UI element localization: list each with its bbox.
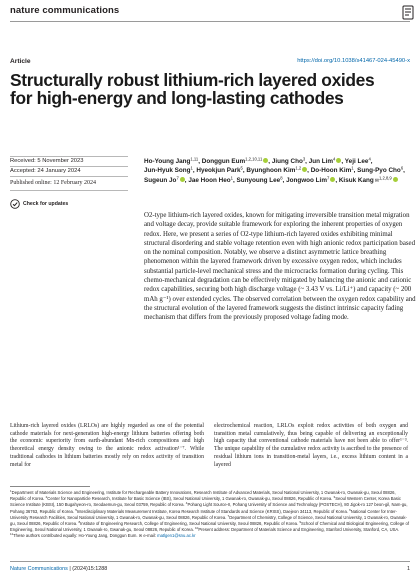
author-name[interactable] [144, 158, 198, 165]
footnote-text: Institute of Engineering Research, College of Engineering, Seoul National University, Seoul 08826, Republic of Korea. [80, 521, 300, 527]
author-name-text: Jiung Cho [271, 158, 303, 165]
received-date: Received: 5 November 2023 [10, 158, 84, 164]
author-name-text: Donggun Eum [201, 158, 246, 165]
author-name[interactable] [237, 177, 283, 184]
doi-link[interactable]: https://doi.org/10.1038/s41467-024-45490-x [297, 58, 410, 64]
accepted-date: Accepted: 24 January 2024 [10, 168, 81, 174]
affiliation-marker: 7 [176, 175, 179, 181]
author-separator: , [184, 176, 189, 184]
footnote-marker: 6 [349, 507, 351, 512]
check-for-updates-button[interactable] [10, 199, 68, 209]
footnote-text: Interdisciplinary Materials Measurement Institute, Korea Research Institute of Standards and Science (KRISS), Daejeon 34113, Republic of Korea. [76, 508, 350, 514]
author-separator: , [335, 176, 339, 184]
affiliation-marker: 1 [190, 165, 193, 171]
abstract: O2-type lithium-rich layered oxides, known for mitigating irreversible transition metal migration and voltage decay, provide suitable framework for exploring the inherent properties of oxygen redox. Here, we present a series of O2-type lithium-rich layered oxides exhibiting minimal structural disordering and stable voltage retention even with high anionic redox participation based on the nominal composition. Notably, we observe a distinct asymmetric lattice breathing phenomenon within the layered framework driven by excessive oxygen redox, which includes substantial particle-level mechanical stress and the microcracks formation during cycling. This chemo-mechanical degradation can be effectively mitigated by balancing the anionic and cationic redox capabilities, securing both high discharge voltage (~ 3.43 V vs. Li/Li⁺) and capacity (~ 200 mAh g⁻¹) over extended cycles. The observed correlation between the oxygen redox capability and the structural evolution of the layered framework suggests the distinct intrinsic capacity fading mechanism that differs from the previously proposed voltage fading mode. [144, 212, 416, 322]
footer-volume: | (2024)15:1288 [67, 566, 108, 572]
meta-divider [10, 166, 128, 167]
author-separator: , [370, 158, 373, 165]
footnote-text: National Center for Inter-University Research Facilities, Seoul National University, 1 Gwanak-ro, Gwanak-gu, Seoul 08826, Republic of Korea. [10, 508, 397, 520]
footnote-text: Seoul Western Center, Korea Basic Science Institute (KBSI), 150 Bugahyeon-ro, Seodaemun-gu, Seoul 03759, Republic of Korea. [10, 496, 401, 508]
affiliation-marker: 1,11 [190, 156, 199, 162]
footnote-marker: 10 [194, 526, 199, 531]
body-column-right: electrochemical reaction, LRLOs exploit redox activities of both oxygen and transition metal cumulatively, thus being capable of delivering an exceptionally high capacity that conventional cathode materials have not been able to offer¹⁻³. The unique capability of the cumulative redox activity is ascribed to the presence of residual lithium ions in transition-metal layers, i.e., excess lithium content in a layered [214, 423, 408, 468]
author-name-text: Kisuk Kang [338, 176, 374, 184]
footnote-marker: 11 [10, 532, 14, 537]
footnote-marker: 2 [45, 495, 48, 500]
author-name-text: Jongwoo Lim [286, 176, 327, 184]
check-updates-icon [10, 199, 20, 209]
author-name-text: Jun-Hyuk Song [144, 167, 191, 175]
meta-divider [10, 190, 128, 191]
check-updates-label: Check for updates [23, 201, 69, 207]
author-separator: , [198, 158, 202, 165]
author-name-text: Ho-Young Jang [144, 158, 191, 165]
journal-logo-icon [402, 5, 414, 20]
author-list [144, 157, 410, 186]
footnote-marker: 5 [75, 507, 77, 512]
author-name[interactable] [144, 167, 193, 174]
author-name-text: Sugeun Jo [144, 176, 177, 184]
affiliation-marker: 4 [368, 156, 371, 162]
author-name[interactable] [345, 158, 371, 165]
affiliation-marker: 1,2 [295, 165, 302, 171]
affiliation-marker: 8 [280, 175, 283, 181]
footnote-text: Center for Nanoparticle Research, Institute for Basic Science (IBS), Seoul National University, 1 Gwanak-ro, Gwanak-gu, Seoul 08826, Republic of Korea. [47, 496, 334, 502]
author-separator: , [268, 158, 272, 165]
affiliation-marker: 4 [333, 156, 336, 162]
footnote-marker: 4 [185, 501, 188, 506]
footnote-text: Pohang Light Source-II, Pohang University of Science and Technology (POSTECH), 80 Jigok-ro 127 beon-gil, Nam-gu, Pohang 36763, Republic of Korea. [10, 502, 408, 514]
author-name-text: Hyeokjun Park [196, 167, 241, 175]
meta-divider [10, 156, 128, 157]
author-separator: , [282, 176, 287, 184]
email-icon[interactable]: ✉ [374, 177, 379, 184]
author-name-text: Do-Hoon Kim [310, 167, 352, 175]
orcid-icon[interactable] [393, 177, 398, 182]
author-separator: , [192, 167, 197, 175]
footnote-text: Department of Materials Science and Engineering, Institute for Rechargeable Battery Innovations, Research Institute of Advanced Materials, Seoul National University, 1 Gwanak-ro, Gwanak-gu, Seoul 08826, Republic of Korea. [10, 490, 396, 502]
affiliation-marker: 1,2,8,9 [378, 175, 392, 181]
footnote-marker: 9 [299, 520, 301, 525]
email-label: e-mail: [143, 533, 158, 539]
header-divider [10, 21, 410, 22]
author-name-text: Jun Lim [308, 158, 334, 165]
author-name[interactable] [286, 177, 335, 184]
author-name-text: Byunghoon Kim [246, 167, 296, 175]
author-separator: , [232, 176, 237, 184]
footer-journal-name[interactable]: Nature Communications [10, 566, 68, 572]
email-icon: ✉ [138, 533, 144, 539]
author-name[interactable] [272, 158, 305, 165]
body-column-left: Lithium-rich layered oxides (LRLOs) are highly regarded as one of the potential cathode materials for next-generation high-energy lithium batteries offering both the economic superiority from earth-abundant Mn-rich compositions and high theoretical energy density owing to the anionic redox activation¹⁻⁷. While traditional cathodes in lithium batteries mostly rely on redox activity of transition metal for [10, 423, 204, 468]
corresponding-email-link[interactable]: matlgen1@snu.ac.kr [157, 533, 196, 539]
footnote-divider [10, 486, 90, 487]
author-name-text: Sunyoung Lee [236, 176, 281, 184]
affiliation-marker: 1 [230, 175, 233, 181]
author-name[interactable] [144, 177, 185, 184]
footnote-marker: 8 [78, 520, 81, 525]
author-name[interactable] [357, 167, 403, 174]
footnote-marker: 3 [333, 495, 336, 500]
footnote-text: These authors contributed equally: Ho-Young Jang, Donggun Eum. [13, 533, 139, 539]
author-name[interactable] [202, 158, 269, 165]
author-name[interactable] [246, 167, 307, 174]
affiliation-marker: 3 [302, 156, 306, 162]
author-name-text: Yeji Lee [344, 158, 369, 165]
published-date: Published online: 12 February 2024 [10, 180, 96, 186]
author-separator: , [353, 167, 358, 175]
author-name-text: Sung-Pyo Cho [357, 167, 401, 175]
affiliation-marker: 1,2,10,11 [245, 156, 263, 162]
author-name[interactable] [196, 167, 242, 174]
affiliation-marker: 5 [240, 165, 243, 171]
affiliation-marker: 1 [351, 165, 354, 171]
footer-citation [10, 566, 107, 572]
author-name[interactable] [188, 177, 233, 184]
author-separator: , [307, 167, 311, 175]
footnote-marker: 7 [227, 514, 230, 519]
journal-name: nature communications [10, 5, 120, 16]
article-title: Structurally robust lithium-rich layered oxides for high-energy and long-lasting cathodes [10, 70, 375, 108]
affiliation-marker: 7 [326, 175, 330, 181]
author-name[interactable] [339, 177, 398, 184]
page-number: 1 [407, 566, 410, 572]
author-name-text: Jae Hoon Heo [188, 176, 231, 184]
author-name[interactable] [311, 167, 354, 174]
author-separator: , [242, 167, 247, 175]
author-name[interactable] [308, 156, 345, 165]
footer-divider [10, 561, 410, 562]
footnote-marker: 1 [10, 489, 12, 494]
author-separator: , [403, 167, 405, 175]
footnote-text: Department of Chemistry, College of Science, Seoul National University, 1 Gwanak-ro, Gwanak-gu, Seoul 08826, Republic of Korea. [10, 514, 407, 527]
footnote-text: School of Chemical and Biological Engineering, College of Engineering, Seoul National University, 1 Gwanak-ro, Gwanak-gu, Seoul 08826, Republic of Korea. [10, 521, 410, 533]
affiliations-footnote [10, 490, 410, 540]
author-separator: , [305, 158, 309, 165]
author-separator: , [341, 158, 345, 165]
affiliation-marker: 6 [400, 165, 404, 171]
footnote-text: Present address: Department of Materials Science and Engineering, Stanford University, Stanford, CA, USA. [198, 527, 400, 533]
meta-divider [10, 176, 128, 177]
article-type-label: Article [10, 58, 31, 65]
